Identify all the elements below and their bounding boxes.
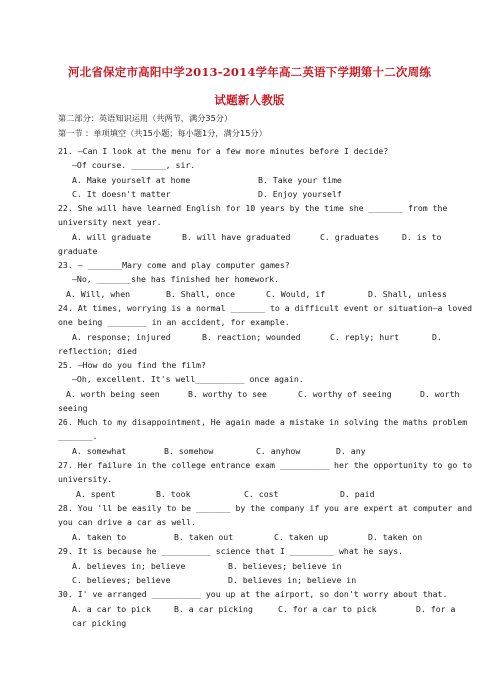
option-a: A. will graduate: [72, 232, 151, 242]
option-a: A. Make yourself at home: [72, 175, 191, 185]
section-heading: 第一节 ：单项填空（共15小题；每小题1分，满分15分）: [58, 128, 267, 138]
question-23-stem-line2: —No, _______she has finished her homework.: [72, 274, 280, 284]
option-b: B. Shall, once: [166, 289, 236, 299]
question-24-stem: 24. At times, worrying is a normal _______ to a difficult event or situation—a loved: [58, 303, 473, 313]
question-25-stem: 25. —How do you find the film?: [58, 360, 206, 370]
option-c: C. reply; hurt: [330, 332, 400, 342]
option-a: A. a car to pick: [72, 604, 151, 614]
option-c: C. worthy of seeing: [298, 389, 392, 399]
option-b: B. will have graduated: [182, 232, 291, 242]
option-c: C. taken up: [274, 532, 329, 542]
question-25-stem-line2: —Oh, excellent. It's well__________ once again.: [72, 374, 304, 384]
question-22-stem-line2: university next year.: [58, 217, 162, 227]
option-c: C. Would, if: [266, 289, 326, 299]
option-c: C. for a car to pick: [278, 604, 377, 614]
option-d: D. Enjoy yourself: [258, 189, 342, 199]
option-a: A. spent: [76, 489, 116, 499]
option-d: D. worth: [420, 389, 460, 399]
question-28-stem: 28. You 'll be easily to be _______ by the company if you are expert at computer and: [58, 503, 473, 513]
question-30-stem: 30. I' ve arranged __________ you up at the airport, so don't worry about that.: [58, 589, 448, 599]
question-30-option-d-wrap: car picking: [72, 618, 127, 628]
question-27-stem: 27. Her failure in the college entrance exam __________ her the opportunity to go to: [58, 460, 473, 470]
option-b: B. believes; believe in: [228, 561, 342, 571]
question-22-option-d-wrap: graduate: [58, 246, 98, 256]
option-b: B. taken out: [174, 532, 234, 542]
option-c: C. believes; believe: [72, 575, 171, 585]
option-d: D. any: [336, 446, 366, 456]
part-heading: 第二部分：英语知识运用（共两节，满分35分）: [58, 113, 233, 123]
question-24-stem-line2: one being ________ in an accident, for example.: [58, 317, 290, 327]
option-b: B. took: [156, 489, 191, 499]
question-27-stem-line2: university.: [58, 474, 113, 484]
option-a: A. taken to: [72, 532, 127, 542]
option-a: A. response; injured: [72, 332, 171, 342]
question-24-option-d-wrap: reflection; died: [58, 346, 137, 356]
question-28-stem-line2: you can drive a car as well.: [58, 517, 197, 527]
option-a: A. believes in; believe: [72, 561, 186, 571]
document-title-line1: 河北省保定市高阳中学2013-2014学年高二英语下学期第十二次周练: [67, 65, 432, 79]
option-c: C. cost: [244, 489, 279, 499]
option-d: D. Shall, unless: [368, 289, 447, 299]
option-a: A. somewhat: [72, 446, 127, 456]
option-b: B. worthy to see: [188, 389, 267, 399]
option-b: B. reaction; wounded: [202, 332, 301, 342]
option-b: B. somehow: [164, 446, 214, 456]
option-d: D. for a: [416, 604, 456, 614]
question-23-stem: 23. — _______Mary come and play computer games?: [58, 260, 290, 270]
option-c: C. It doesn't matter: [72, 189, 171, 199]
option-a: A. Will, when: [66, 289, 131, 299]
option-d: D. paid: [340, 489, 375, 499]
option-d: D.: [432, 332, 442, 342]
question-29-stem: 29. It is because he __________ science that I _________ what he says.: [58, 546, 404, 556]
question-21-stem-line2: —Of course. _______, sir.: [72, 160, 196, 170]
option-d: D. is to: [402, 232, 442, 242]
option-d: D. believes in; believe in: [228, 575, 357, 585]
question-25-option-d-wrap: seeing: [58, 403, 88, 413]
option-b: B. Take your time: [258, 175, 342, 185]
option-c: C. anyhow: [256, 446, 301, 456]
question-26-stem-line2: _______.: [58, 431, 98, 441]
option-a: A. worth being seen: [66, 389, 160, 399]
option-c: C. graduates: [320, 232, 380, 242]
question-22-stem: 22. She will have learned English for 10 years by the time she _______ from the: [58, 203, 448, 213]
question-21-stem: 21. —Can I look at the menu for a few more minutes before I decide?: [58, 146, 389, 156]
option-d: D. taken on: [368, 532, 423, 542]
document-title-line2: 试题新人教版: [214, 93, 285, 107]
option-b: B. a car picking: [174, 604, 253, 614]
question-26-stem: 26. Much to my disappointment, He again made a mistake in solving the maths problem: [58, 417, 468, 427]
